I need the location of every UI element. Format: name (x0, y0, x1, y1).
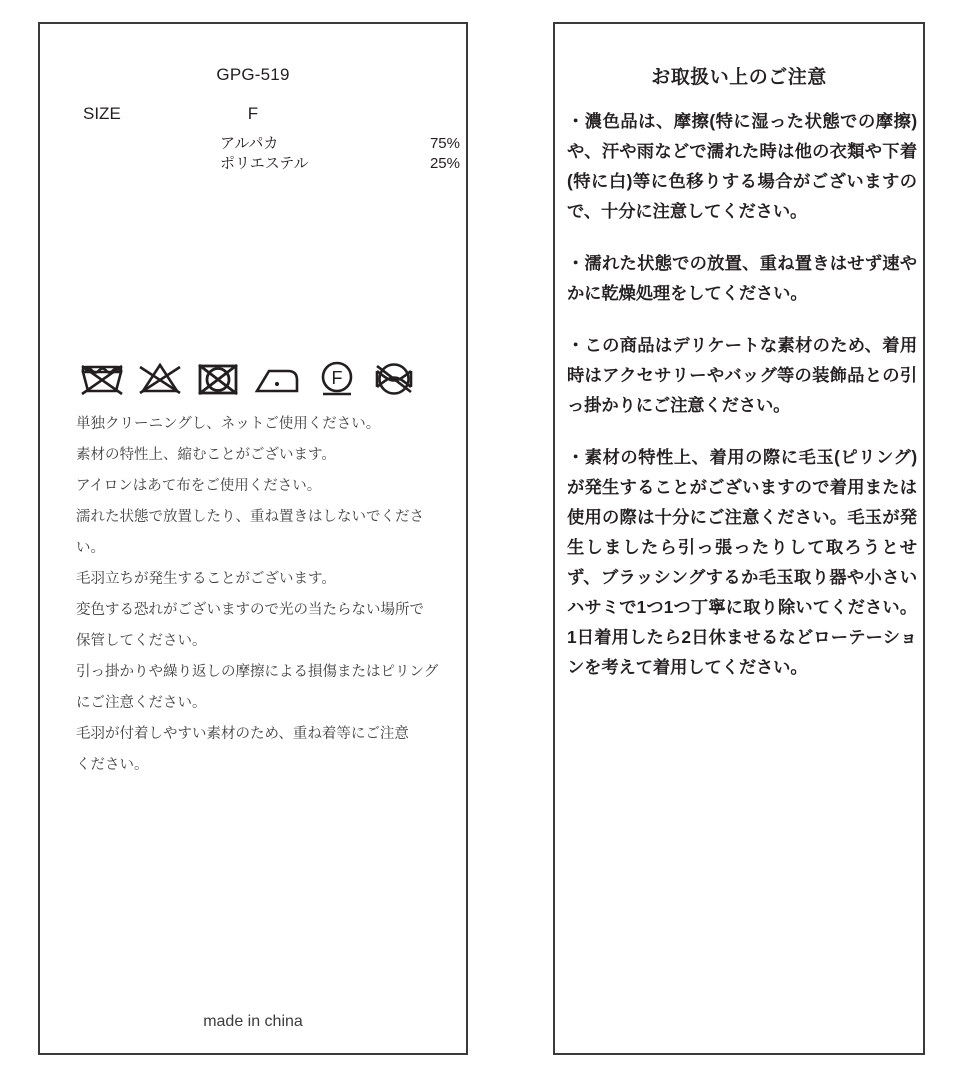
care-label-right-panel (553, 22, 925, 1055)
notice-paragraph: ・濃色品は、摩擦(特に湿った状態での摩擦)や、汗や雨などで濡れた時は他の衣類や下着(特に白)等に色移りする場合がございますので、十分に注意してください。 (567, 111, 917, 221)
care-line: 濡れた状態で放置したり、重ね置きはしないでくださ (76, 509, 424, 525)
made-in-text: made in china (203, 1013, 303, 1030)
care-line: 単独クリーニングし、ネットご使用ください。 (76, 416, 381, 432)
fabric-composition-table (220, 134, 460, 174)
care-line: 変色する恐れがございますので光の当たらない場所で (76, 602, 424, 618)
care-line: 素材の特性上、縮むことがございます。 (76, 447, 336, 463)
care-line: ください。 (76, 757, 149, 773)
size-row (40, 104, 466, 128)
fabric-percent: 25% (429, 155, 460, 172)
fabric-percent: 75% (429, 135, 460, 152)
iron-low-temperature-icon (251, 358, 303, 398)
care-line: 引っ掛かりや繰り返しの摩擦による損傷またはピリング (76, 664, 439, 680)
care-line: 毛羽が付着しやすい素材のため、重ね着等にご注意 (76, 726, 409, 742)
svg-text:F: F (331, 368, 343, 388)
dry-clean-petroleum-solvent-icon (314, 358, 360, 398)
left-panel-content (40, 24, 466, 1053)
size-value: F (247, 104, 259, 123)
notice-title: お取扱い上のご注意 (651, 67, 827, 88)
care-label-left-panel (38, 22, 468, 1055)
notice-paragraph: ・この商品はデリケートな素材のため、着用時はアクセサリーやバッグ等の装飾品との引っ掛かりにご注意ください。 (567, 335, 917, 415)
care-line: にご注意ください。 (76, 695, 207, 711)
do-not-wash-icon (78, 358, 126, 398)
size-label: SIZE (83, 104, 121, 123)
do-not-tumble-dry-icon (195, 358, 241, 398)
style-code: GPG-519 (216, 65, 290, 84)
care-symbol-row (78, 358, 418, 398)
care-instruction-text (76, 409, 454, 781)
fabric-row (220, 154, 460, 174)
care-line: 保管してください。 (76, 633, 207, 649)
do-not-wring-icon (370, 358, 418, 398)
care-line: 毛羽立ちが発生することがございます。 (76, 571, 336, 587)
notice-body (567, 106, 917, 682)
care-line: アイロンはあて布をご使用ください。 (76, 478, 322, 494)
fabric-name: アルパカ (220, 135, 279, 152)
fabric-row (220, 134, 460, 154)
care-line: い。 (76, 540, 105, 556)
fabric-name: ポリエステル (220, 155, 309, 172)
notice-paragraph: ・濡れた状態での放置、重ね置きはせず速やかに乾燥処理をしてください。 (567, 253, 917, 303)
notice-paragraph: ・素材の特性上、着用の際に毛玉(ピリング)が発生することがございますので着用または使用の際は十分にご注意ください。毛玉が発生しましたら引っ張ったりして取ろうとせず、ブラッシングするか毛玉取り器や小さいハサミで1つ1つ丁寧に取り除いてください。1日着用したら2日休ませるなどローテーションを考えて着用してください。 (567, 447, 917, 677)
do-not-bleach-icon (136, 358, 184, 398)
